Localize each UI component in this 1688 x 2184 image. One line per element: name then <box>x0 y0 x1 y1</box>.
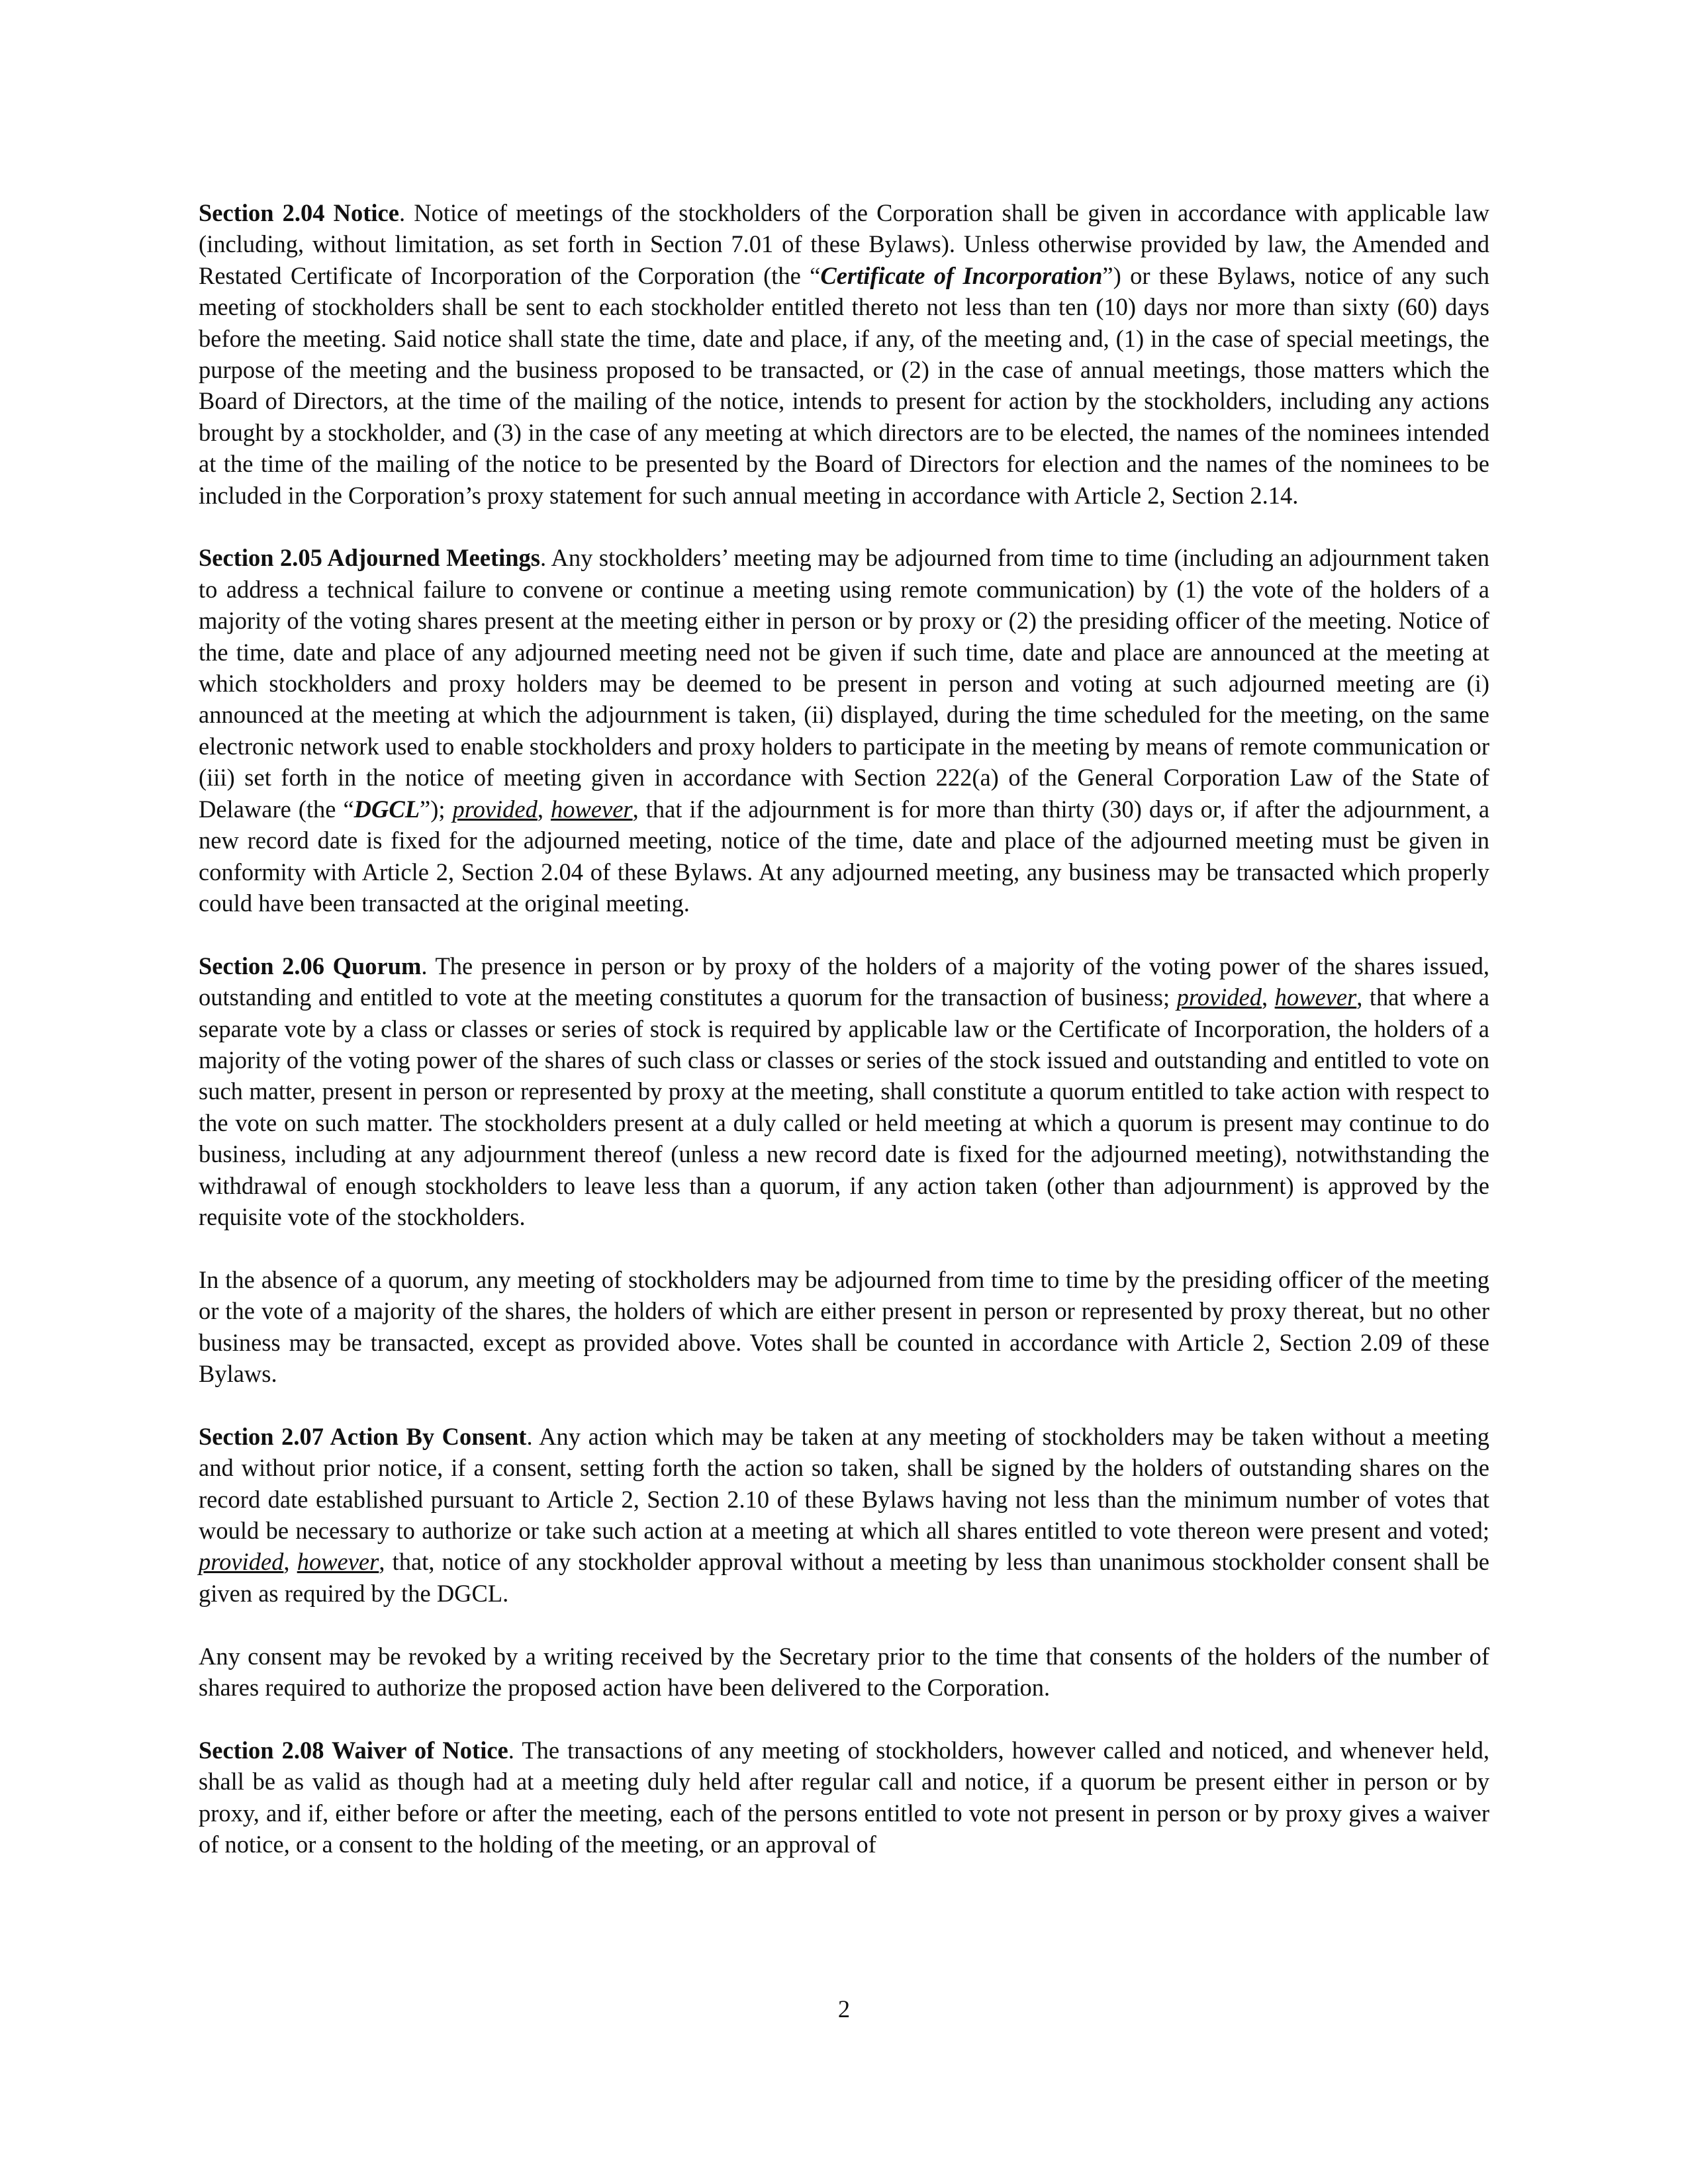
body-text: , <box>537 795 551 823</box>
section-2-04-paragraph <box>199 197 1489 511</box>
body-text: . Any stockholders’ meeting may be adjourned from time to time (including an adjournment taken to address a technical failure to convene or continue a meeting using remote communication) by (1) the vote of the holders of a majority of the voting shares present at the meeting either in person or by proxy or (2) the presiding officer of the meeting. Notice of the time, date and place of any adjourned meeting need not be given if such time, date and place are announced at the meeting at which stockholders and proxy holders may be deemed to be present in person and voting at such adjourned meeting are (i) announced at the meeting at which the adjournment is taken, (ii) displayed, during the time scheduled for the meeting, on the same electronic network used to enable stockholders and proxy holders to participate in the meeting by means of remote communication or (iii) set forth in the notice of meeting given in accordance with Section 222(a) of the General Corporation Law of the State of Delaware (the “ <box>199 544 1489 823</box>
body-text: . Any action which may be taken at any meeting of stockholders may be taken without a meeting and without prior notice, if a consent, setting forth the action so taken, shall be signed by the holders of outstanding shares on the record date established pursuant to Article 2, Section 2.10 of these Bylaws having not less than the minimum number of votes that would be necessary to authorize or take such action at a meeting at which all shares entitled to vote thereon were present and voted; <box>199 1422 1489 1544</box>
section-heading: Section 2.06 Quorum <box>199 952 422 979</box>
body-text: . The transactions of any meeting of stockholders, however called and noticed, and whenever held, shall be as valid as though had at a meeting duly held after regular call and notice, if a quorum be present either in person or by proxy, and if, either before or after the meeting, each of the persons entitled to vote not present in person or by proxy gives a waiver of notice, or a consent to the holding of the meeting, or an approval of <box>199 1736 1490 1858</box>
section-heading: Section 2.07 Action By Consent <box>199 1422 527 1450</box>
body-text: , <box>283 1548 297 1576</box>
defined-term: Certificate of Incorporation <box>820 261 1103 289</box>
body-text: ”) or these Bylaws, notice of any such meeting of stockholders shall be sent to each stockholder entitled thereto not less than ten (10) days nor more than sixty (60) days before the meeting. Said notice shall state the time, date and place, if any, of the meeting and, (1) in the case of special meetings, the purpose of the meeting and the business proposed to be transacted, or (2) in the case of annual meetings, those matters which the Board of Directors, at the time of the mailing of the notice, intends to present for action by the stockholders, including any actions brought by a stockholder, and (3) in the case of any meeting at which directors are to be elected, the names of the nominees intended at the time of the mailing of the notice to be presented by the Board of Directors for election and the names of the nominees to be included in the Corporation’s proxy statement for such annual meeting in accordance with Article 2, Section 2.14. <box>199 261 1489 509</box>
body-text: . The presence in person or by proxy of the holders of a majority of the voting power of the shares issued, outstanding and entitled to vote at the meeting constitutes a quorum for the transaction of business; <box>199 952 1489 1011</box>
section-2-05-paragraph <box>199 542 1489 919</box>
section-heading: Section 2.08 Waiver of Notice <box>199 1736 508 1764</box>
section-heading: Section 2.05 Adjourned Meetings <box>199 544 540 572</box>
consent-revocation-paragraph: Any consent may be revoked by a writing received by the Secretary prior to the time that consents of the holders of the number of shares required to authorize the proposed action have been delivered to the Corporation. <box>199 1642 1489 1702</box>
body-text: , that where a separate vote by a class or classes or series of stock is required by applicable law or the Certificate of Incorporation, the holders of a majority of the voting power of the shares of such class or classes or series of the stock issued and outstanding and entitled to vote on such matter, present in person or represented by proxy at the meeting, shall constitute a quorum entitled to take action with respect to the vote on such matter. The stockholders present at a duly called or held meeting at which a quorum is present may continue to do business, including at any adjournment thereof (unless a new record date is fixed for the adjourned meeting), notwithstanding the withdrawal of enough stockholders to leave less than a quorum, if any action taken (other than adjournment) is approved by the requisite vote of the stockholders. <box>199 983 1489 1230</box>
document-page <box>199 197 1489 1891</box>
section-2-07-paragraph <box>199 1421 1489 1609</box>
section-2-08-paragraph <box>199 1735 1489 1860</box>
provided-term: provided <box>452 795 538 823</box>
body-text: , <box>1262 983 1275 1011</box>
provided-term: provided <box>1176 983 1262 1011</box>
page-number: 2 <box>837 1995 851 2023</box>
however-term: however <box>297 1548 379 1576</box>
quorum-absence-paragraph: In the absence of a quorum, any meeting of stockholders may be adjourned from time to time by the presiding officer of the meeting or the vote of a majority of the shares, the holders of which are either present in person or represented by proxy thereat, but no other business may be transacted, except as provided above. Votes shall be counted in accordance with Article 2, Section 2.09 of these Bylaws. <box>199 1265 1489 1387</box>
defined-term: DGCL <box>353 795 420 823</box>
body-text: . Notice of meetings of the stockholders of the Corporation shall be given in accordance with applicable law (including, without limitation, as set forth in Section 7.01 of these Bylaws). Unless otherwise provided by law, the Amended and Restated Certificate of Incorporation of the Corporation (the “ <box>199 199 1489 289</box>
section-2-06-paragraph <box>199 950 1489 1233</box>
body-text: , that if the adjournment is for more than thirty (30) days or, if after the adjournment, a new record date is fixed for the adjourned meeting, notice of the time, date and place of the adjourned meeting must be given in conformity with Article 2, Section 2.04 of these Bylaws. At any adjourned meeting, any business may be transacted which properly could have been transacted at the original meeting. <box>199 795 1490 917</box>
provided-term: provided <box>199 1548 284 1576</box>
section-heading: Section 2.04 Notice <box>199 199 399 226</box>
body-text: , that, notice of any stockholder approval without a meeting by less than unanimous stockholder consent shall be given as required by the DGCL. <box>199 1548 1489 1607</box>
however-term: however <box>1274 983 1357 1011</box>
body-text: ”); <box>420 795 453 823</box>
however-term: however <box>550 795 633 823</box>
